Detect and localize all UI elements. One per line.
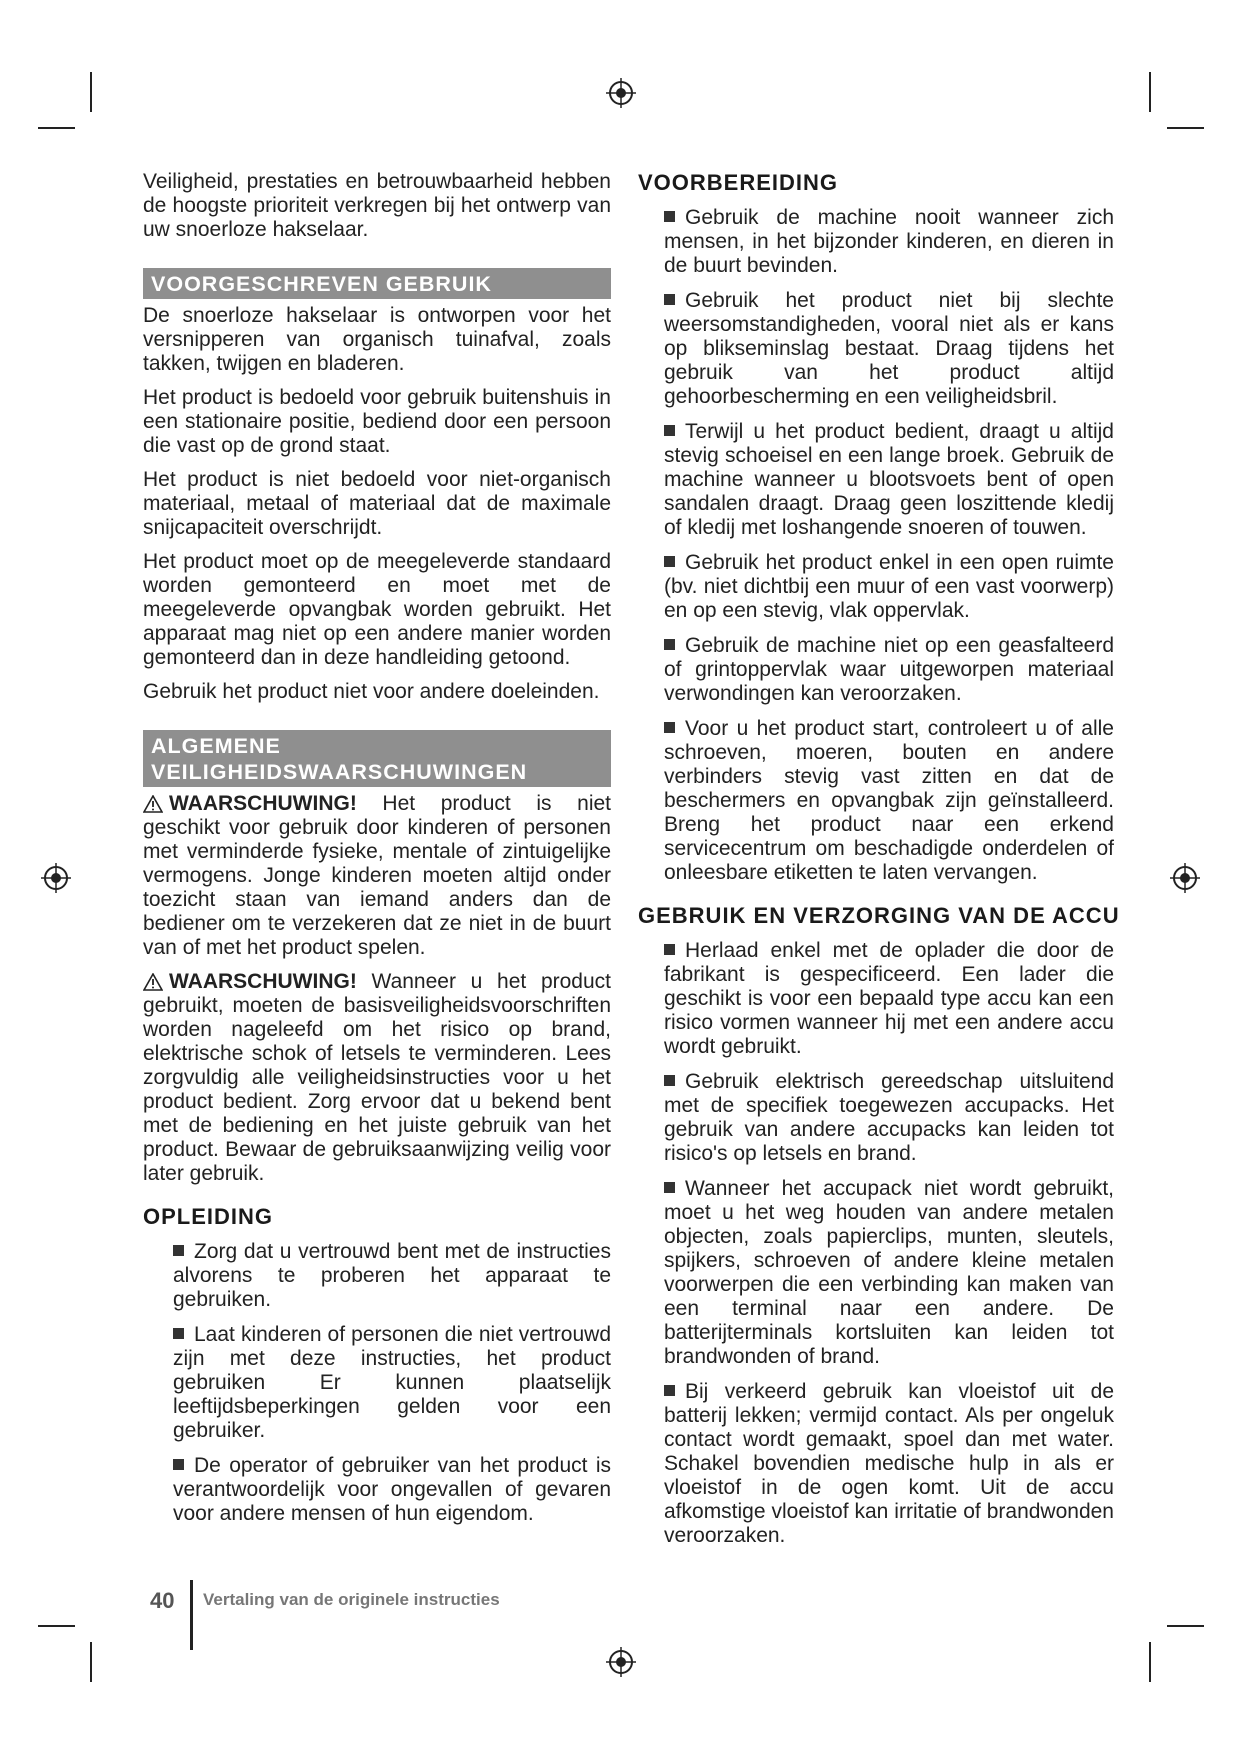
crop-mark xyxy=(1167,1625,1204,1627)
list-item-text: Terwijl u het product bedient, draagt u altijd stevig schoeisel en een lange broek. Gebruik de machine wanneer u blootsvoets bent of open sandalen draagt. Draag geen loszittende kledij of kledij met loshangende snoeren of touwen. xyxy=(664,420,1114,539)
footer-divider xyxy=(190,1580,193,1650)
list-item-text: Laat kinderen of personen die niet vertrouwd zijn met deze instructies, het product gebruiken Er kunnen plaatselijk leeftijdsbeperkingen gelden voor een gebruiker. xyxy=(173,1323,611,1442)
list-item-text: Bij verkeerd gebruik kan vloeistof uit de batterij lekken; vermijd contact. Als per ongeluk contact wordt gemaakt, spoel dan met water. Schakel bovendien medische hulp in als er vloeistof in de ogen komt. Uit de accu afkomstige vloeistof kan irritatie of brandwonden veroorzaken. xyxy=(664,1380,1114,1547)
crop-mark xyxy=(1167,127,1204,129)
subheading-opleiding: OPLEIDING xyxy=(143,1204,274,1229)
bullet-square-icon xyxy=(664,294,675,305)
crop-mark xyxy=(90,72,92,112)
registration-mark-icon xyxy=(41,863,71,893)
warning-paragraph xyxy=(143,970,611,1186)
list-item xyxy=(664,1380,1114,1548)
warning-label: WAARSCHUWING! xyxy=(169,970,357,993)
list-item xyxy=(664,206,1114,278)
list-item xyxy=(173,1240,611,1312)
list-item-text: Herlaad enkel met de oplader die door de fabrikant is gespecificeerd. Een lader die geschikt is voor een bepaald type accu kan een risico vormen wanneer hij met een andere accu wordt gebruikt. xyxy=(664,939,1114,1058)
crop-mark xyxy=(38,127,75,129)
list-item-text: Zorg dat u vertrouwd bent met de instructies alvorens te proberen het apparaat te gebruiken. xyxy=(173,1240,611,1311)
subheading-voorbereiding: VOORBEREIDING xyxy=(638,170,839,195)
list-item xyxy=(664,420,1114,540)
list-item-text: Gebruik het product enkel in een open ruimte (bv. niet dichtbij een muur of een vast voorwerp) en op een stevig, vlak oppervlak. xyxy=(664,551,1114,622)
list-item xyxy=(664,634,1114,706)
crop-mark xyxy=(1149,1642,1151,1682)
list-item xyxy=(664,289,1114,409)
warning-paragraph xyxy=(143,792,611,960)
list-item xyxy=(664,1177,1114,1369)
section-heading-veiligheidswaarschuwingen: ALGEMENE VEILIGHEIDSWAARSCHUWINGEN xyxy=(143,730,611,787)
crop-mark xyxy=(90,1642,92,1682)
subheading-accu: GEBRUIK EN VERZORGING VAN DE ACCU xyxy=(638,903,1120,928)
bullet-square-icon xyxy=(664,1385,675,1396)
crop-mark xyxy=(38,1625,75,1627)
registration-mark-icon xyxy=(1170,863,1200,893)
bullet-square-icon xyxy=(664,722,675,733)
crop-mark xyxy=(1149,72,1151,112)
footer-caption: Vertaling van de originele instructies xyxy=(203,1590,500,1609)
registration-mark-icon xyxy=(606,1647,636,1677)
section-heading-voorgeschreven-gebruik: VOORGESCHREVEN GEBRUIK xyxy=(143,268,611,299)
paragraph: Het product is niet bedoeld voor niet-organisch materiaal, metaal of materiaal dat de maximale snijcapaciteit overschrijdt. xyxy=(143,468,611,539)
page-number: 40 xyxy=(150,1588,175,1613)
list-item xyxy=(173,1454,611,1526)
bullet-square-icon xyxy=(664,639,675,650)
bullet-square-icon xyxy=(664,1075,675,1086)
list-item xyxy=(664,551,1114,623)
bullet-square-icon xyxy=(664,425,675,436)
list-item-text: Gebruik het product niet bij slechte weersomstandigheden, vooral niet als er kans op blikseminslag bestaat. Draag tijdens het gebruik van het product altijd gehoorbescherming en een veiligheidsbril. xyxy=(664,289,1114,408)
bullet-square-icon xyxy=(664,211,675,222)
list-item xyxy=(664,1070,1114,1166)
registration-mark-icon xyxy=(606,78,636,108)
list-item-text: De operator of gebruiker van het product is verantwoordelijk voor ongevallen of gevaren voor andere mensen of hun eigendom. xyxy=(173,1454,611,1525)
bullet-square-icon xyxy=(173,1245,184,1256)
list-item xyxy=(664,939,1114,1059)
warning-label: WAARSCHUWING! xyxy=(169,792,357,815)
warning-text: Wanneer u het product gebruikt, moeten de basisveiligheidsvoorschriften worden nageleefd om het risico op brand, elektrische schok of letsels te verminderen. Lees zorgvuldig alle veiligheidsinstructies voor u het product bedient. Zorg ervoor dat u bekend bent met de bediening en het juiste gebruik van het product. Bewaar de gebruiksaanwijzing veilig voor later gebruik. xyxy=(143,970,611,1185)
bullet-square-icon xyxy=(664,1182,675,1193)
paragraph: Het product is bedoeld voor gebruik buitenshuis in een stationaire positie, bediend door een persoon die vast op de grond staat. xyxy=(143,386,611,457)
list-item-text: Gebruik de machine nooit wanneer zich mensen, in het bijzonder kinderen, en dieren in de buurt bevinden. xyxy=(664,206,1114,277)
bullet-square-icon xyxy=(173,1459,184,1470)
left-column xyxy=(143,170,611,1537)
paragraph: Het product moet op de meegeleverde standaard worden gemonteerd en moet met de meegeleverde opvangbak worden gebruikt. Het apparaat mag niet op een andere manier worden gemonteerd dan in deze handleiding getoond. xyxy=(143,550,611,669)
list-item xyxy=(173,1323,611,1443)
list-item-text: Voor u het product start, controleert u of alle schroeven, moeren, bouten en andere verbinders stevig vast zitten en dat de beschermers en opvangbak zijn geïnstalleerd. Breng het product naar een erkend servicecentrum om beschadigde onderdelen of onleesbare etiketten te laten vervangen. xyxy=(664,717,1114,884)
list-item-text: Wanneer het accupack niet wordt gebruikt, moet u het weg houden van andere metalen objecten, zoals papierclips, munten, sleutels, spijkers, schroeven of andere kleine metalen voorwerpen die een verbinding kan maken van een terminal naar een andere. De batterijterminals kortsluiten kan leiden tot brandwonden of brand. xyxy=(664,1177,1114,1368)
bullet-square-icon xyxy=(173,1328,184,1339)
warning-text: Het product is niet geschikt voor gebruik door kinderen of personen met verminderde fysieke, mentale of zintuigelijke vermogens. Jonge kinderen moeten altijd onder toezicht staan van iemand anders dan de bediener om te verzekeren dat ze niet in de buurt van of met het product spelen. xyxy=(143,792,611,959)
warning-triangle-icon xyxy=(143,795,163,813)
paragraph: De snoerloze hakselaar is ontworpen voor het versnipperen van organisch tuinafval, zoals takken, twijgen en bladeren. xyxy=(143,304,611,375)
list-item-text: Gebruik de machine niet op een geasfalteerd of grintoppervlak waar uitgeworpen materiaal verwondingen kan veroorzaken. xyxy=(664,634,1114,705)
bullet-square-icon xyxy=(664,944,675,955)
bullet-square-icon xyxy=(664,556,675,567)
paragraph: Gebruik het product niet voor andere doeleinden. xyxy=(143,680,600,703)
warning-triangle-icon xyxy=(143,973,163,991)
right-column xyxy=(638,170,1126,1559)
intro-paragraph: Veiligheid, prestaties en betrouwbaarheid hebben de hoogste prioriteit verkregen bij het ontwerp van uw snoerloze hakselaar. xyxy=(143,170,611,241)
list-item-text: Gebruik elektrisch gereedschap uitsluitend met de specifiek toegewezen accupacks. Het gebruik van andere accupacks kan leiden tot risico's op letsels en brand. xyxy=(664,1070,1114,1165)
list-item xyxy=(664,717,1114,885)
